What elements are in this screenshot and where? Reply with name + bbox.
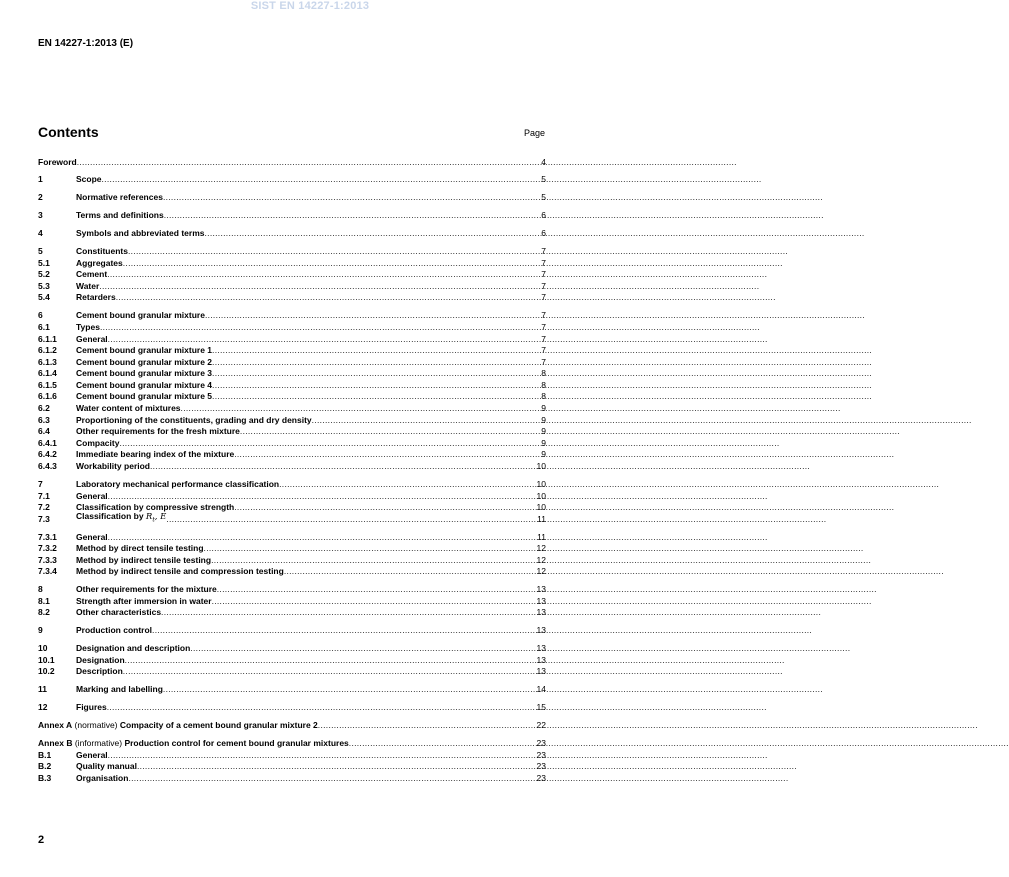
leader-dots bbox=[205, 228, 541, 238]
toc-entry-title: Water content of mixtures bbox=[76, 403, 181, 414]
toc-entry-title: Other requirements for the mixture bbox=[76, 584, 217, 595]
toc-entry-page: 7 bbox=[541, 292, 546, 303]
toc-entry-title: Method by indirect tensile and compression testing bbox=[76, 566, 284, 577]
toc-entry-page: 8 bbox=[541, 368, 546, 379]
toc-entry-page: 23 bbox=[536, 749, 546, 760]
toc-entry-page: 13 bbox=[536, 607, 546, 618]
leader-dots bbox=[212, 368, 540, 378]
leader-dots bbox=[128, 246, 540, 256]
toc-entry-number: B.3 bbox=[38, 772, 52, 783]
leader-dots bbox=[349, 738, 536, 748]
toc-entry-number: 7.3 bbox=[38, 513, 50, 524]
toc-entry-page: 4 bbox=[541, 156, 546, 167]
toc-entry[interactable] bbox=[38, 390, 546, 402]
toc-entry-page: 7 bbox=[541, 321, 546, 332]
toc-entry-title: Marking and labelling bbox=[76, 684, 163, 695]
toc-entry-title: Cement bound granular mixture bbox=[76, 310, 205, 321]
toc-entry-title: Proportioning of the constituents, grading and dry density bbox=[76, 414, 312, 425]
toc-entry-number: 9 bbox=[38, 625, 43, 636]
toc-entry-number: 6 bbox=[38, 310, 43, 321]
toc-entry[interactable] bbox=[38, 279, 546, 291]
toc-entry[interactable] bbox=[38, 332, 546, 344]
toc-entry[interactable] bbox=[38, 683, 546, 695]
toc-entry-page: 8 bbox=[541, 379, 546, 390]
leader-dots bbox=[108, 491, 536, 501]
leader-dots bbox=[116, 292, 541, 302]
toc-entry-page: 12 bbox=[536, 554, 546, 565]
toc-entry-page: 23 bbox=[536, 737, 546, 748]
toc-entry[interactable] bbox=[38, 425, 546, 437]
toc-entry[interactable] bbox=[38, 642, 546, 654]
leader-dots bbox=[137, 761, 536, 771]
toc-entry-page: 15 bbox=[536, 702, 546, 713]
toc-entry-title: Other requirements for the fresh mixture bbox=[76, 426, 240, 437]
toc-entry-title: Other characteristics bbox=[76, 607, 162, 618]
leader-dots bbox=[123, 258, 541, 268]
toc-entry[interactable] bbox=[38, 583, 546, 595]
toc-entry-page: 13 bbox=[536, 666, 546, 677]
toc-entry-number: 6.1.6 bbox=[38, 391, 57, 402]
toc-entry-page: 7 bbox=[541, 333, 546, 344]
table-of-contents bbox=[38, 155, 546, 783]
toc-entry-title: Water bbox=[76, 280, 100, 291]
toc-entry-number: 7.2 bbox=[38, 502, 50, 513]
toc-entry-number: 3 bbox=[38, 210, 43, 221]
toc-entry-number: 5.3 bbox=[38, 280, 50, 291]
leader-dots bbox=[240, 426, 540, 436]
toc-entry-page: 7 bbox=[541, 345, 546, 356]
leader-dots bbox=[190, 643, 535, 653]
toc-entry[interactable] bbox=[38, 594, 546, 606]
toc-entry-title: Foreword bbox=[38, 156, 77, 167]
toc-entry-number: 6.4.1 bbox=[38, 437, 57, 448]
leader-dots bbox=[123, 666, 536, 676]
toc-entry-title: Normative references bbox=[76, 192, 163, 203]
toc-entry-number: 6.1.2 bbox=[38, 345, 57, 356]
leader-dots bbox=[77, 157, 541, 167]
leader-dots bbox=[163, 684, 536, 694]
toc-entry-page: 12 bbox=[536, 543, 546, 554]
annex-kind: (informative) bbox=[72, 737, 125, 748]
leader-dots bbox=[119, 438, 540, 448]
toc-entry-title: Aggregates bbox=[76, 257, 123, 268]
toc-entry-number: 8 bbox=[38, 584, 43, 595]
toc-entry-number: 10.2 bbox=[38, 666, 55, 677]
toc-entry-number: 7.3.2 bbox=[38, 543, 57, 554]
leader-dots bbox=[164, 210, 541, 220]
toc-entry[interactable] bbox=[38, 401, 546, 413]
document-id: EN 14227-1:2013 (E) bbox=[38, 38, 134, 49]
leader-dots bbox=[107, 702, 536, 712]
toc-entry-title: General bbox=[76, 749, 108, 760]
toc-entry-title: Cement bound granular mixture 4 bbox=[76, 379, 213, 390]
toc-entry-page: 5 bbox=[541, 174, 546, 185]
leader-dots bbox=[212, 357, 540, 367]
toc-entry-page: 7 bbox=[541, 310, 546, 321]
toc-entry-number: 6.1.1 bbox=[38, 333, 57, 344]
toc-entry-page: 8 bbox=[541, 391, 546, 402]
toc-entry[interactable] bbox=[38, 344, 546, 356]
leader-dots bbox=[100, 322, 540, 332]
toc-entry-number: B.1 bbox=[38, 749, 52, 760]
toc-entry[interactable] bbox=[38, 665, 546, 677]
toc-entry[interactable] bbox=[38, 191, 546, 203]
toc-entry-title: Cement bound granular mixture 3 bbox=[76, 368, 213, 379]
toc-entry-number: 6.3 bbox=[38, 414, 50, 425]
leader-dots bbox=[181, 403, 541, 413]
toc-entry[interactable] bbox=[38, 448, 546, 460]
toc-entry-page: 7 bbox=[541, 280, 546, 291]
toc-entry-number: 11 bbox=[38, 684, 47, 695]
toc-entry[interactable] bbox=[38, 320, 546, 332]
toc-entry-page: 7 bbox=[541, 257, 546, 268]
toc-entry-number: 5 bbox=[38, 246, 43, 257]
toc-entry-page: 6 bbox=[541, 210, 546, 221]
toc-entry-title: Classification by $R_t$, E bbox=[76, 511, 167, 524]
toc-entry-page: 7 bbox=[541, 246, 546, 257]
toc-entry-page: 13 bbox=[536, 625, 546, 636]
toc-entry[interactable] bbox=[38, 719, 546, 731]
annex-label: Annex A bbox=[38, 720, 73, 731]
toc-entry-page: 13 bbox=[536, 584, 546, 595]
annex-title: Production control for cement bound granular mixtures bbox=[124, 737, 349, 748]
toc-entry-title: Cement bbox=[76, 269, 108, 280]
toc-entry-page: 9 bbox=[541, 449, 546, 460]
toc-entry-number: 7.1 bbox=[38, 490, 50, 501]
toc-entry-number: 6.1 bbox=[38, 321, 50, 332]
toc-entry-page: 10 bbox=[536, 502, 546, 513]
toc-entry-title: Immediate bearing index of the mixture bbox=[76, 449, 235, 460]
toc-entry-number: 4 bbox=[38, 228, 43, 239]
annex-title: Compacity of a cement bound granular mixture 2 bbox=[119, 720, 318, 731]
toc-entry-number: 6.4 bbox=[38, 426, 50, 437]
toc-entry-title: Description bbox=[76, 666, 123, 677]
leader-dots bbox=[108, 334, 541, 344]
toc-entry-number: 2 bbox=[38, 192, 43, 203]
toc-entry-title: Constituents bbox=[76, 246, 128, 257]
toc-entry[interactable] bbox=[38, 553, 546, 565]
leader-dots bbox=[107, 269, 540, 279]
toc-entry-page: 10 bbox=[536, 478, 546, 489]
toc-entry[interactable] bbox=[38, 512, 546, 524]
toc-entry-title: General bbox=[76, 333, 108, 344]
toc-entry[interactable] bbox=[38, 542, 546, 554]
toc-entry-title: Types bbox=[76, 321, 100, 332]
annex-label: Annex B bbox=[38, 737, 73, 748]
toc-entry-number: 7.3.1 bbox=[38, 531, 57, 542]
toc-entry[interactable] bbox=[38, 760, 546, 772]
watermark: SIST EN 14227-1:2013 bbox=[250, 0, 370, 12]
toc-entry[interactable] bbox=[38, 606, 546, 618]
toc-entry-title: Retarders bbox=[76, 292, 116, 303]
toc-entry-title: Method by indirect tensile testing bbox=[76, 554, 212, 565]
toc-entry[interactable] bbox=[38, 748, 546, 760]
toc-entry-number: 7.3.4 bbox=[38, 566, 57, 577]
toc-entry[interactable] bbox=[38, 227, 546, 239]
toc-entry[interactable] bbox=[38, 309, 546, 321]
math-symbol: R bbox=[145, 512, 153, 523]
toc-entry-page: 9 bbox=[541, 414, 546, 425]
toc-entry-title: Organisation bbox=[76, 772, 129, 783]
toc-entry-title: General bbox=[76, 490, 108, 501]
toc-entry-page: 9 bbox=[541, 437, 546, 448]
toc-entry[interactable] bbox=[38, 701, 546, 713]
toc-entry-page: 10 bbox=[536, 490, 546, 501]
leader-dots bbox=[163, 192, 540, 202]
toc-entry-number: 12 bbox=[38, 702, 48, 713]
toc-entry-number: 8.2 bbox=[38, 607, 50, 618]
toc-entry-page: 5 bbox=[541, 192, 546, 203]
toc-entry[interactable] bbox=[38, 367, 546, 379]
toc-entry[interactable] bbox=[38, 413, 546, 425]
leader-dots bbox=[212, 345, 540, 355]
toc-entry[interactable] bbox=[38, 378, 546, 390]
toc-entry-page: 9 bbox=[541, 403, 546, 414]
toc-entry-title: Figures bbox=[76, 702, 107, 713]
toc-entry-number: 6.1.5 bbox=[38, 379, 57, 390]
page-column-label: Page bbox=[523, 128, 545, 138]
leader-dots bbox=[166, 514, 536, 524]
toc-entry[interactable] bbox=[38, 736, 546, 748]
toc-entry-title: Classification by compressive strength bbox=[76, 502, 235, 513]
toc-entry-title: Workability period bbox=[76, 461, 150, 472]
leader-dots bbox=[284, 566, 536, 576]
toc-entry-title: Cement bound granular mixture 1 bbox=[76, 345, 213, 356]
toc-entry-title: Scope bbox=[76, 174, 102, 185]
leader-dots bbox=[234, 502, 535, 512]
toc-entry[interactable] bbox=[38, 477, 546, 489]
toc-entry-number: 10.1 bbox=[38, 654, 55, 665]
toc-entry-page: 13 bbox=[536, 654, 546, 665]
toc-entry[interactable] bbox=[38, 173, 546, 185]
toc-entry[interactable] bbox=[38, 489, 546, 501]
toc-entry-page: 11 bbox=[537, 513, 546, 524]
leader-dots bbox=[234, 449, 540, 459]
toc-entry[interactable] bbox=[38, 565, 546, 577]
leader-dots bbox=[102, 174, 541, 184]
toc-entry-title: Cement bound granular mixture 5 bbox=[76, 391, 213, 402]
toc-entry-page: 13 bbox=[536, 595, 546, 606]
toc-entry-page: 23 bbox=[536, 772, 546, 783]
leader-dots bbox=[125, 655, 536, 665]
toc-entry-number: 1 bbox=[38, 174, 43, 185]
leader-dots bbox=[108, 750, 536, 760]
leader-dots bbox=[211, 555, 535, 565]
toc-entry-page: 7 bbox=[541, 269, 546, 280]
toc-entry-page: 22 bbox=[536, 720, 546, 731]
toc-entry-number: 5.4 bbox=[38, 292, 50, 303]
leader-dots bbox=[152, 625, 536, 635]
toc-entry[interactable] bbox=[38, 436, 546, 448]
toc-entry[interactable] bbox=[38, 355, 546, 367]
toc-entry-number: 10 bbox=[38, 643, 48, 654]
leader-dots bbox=[205, 310, 540, 320]
toc-entry-number: B.2 bbox=[38, 761, 52, 772]
toc-entry-page: 12 bbox=[536, 566, 546, 577]
toc-entry-title: Laboratory mechanical performance classification bbox=[76, 478, 280, 489]
toc-entry-title bbox=[38, 738, 349, 748]
toc-entry-title: Strength after immersion in water bbox=[76, 595, 212, 606]
toc-entry[interactable] bbox=[38, 530, 546, 542]
toc-entry-number: 6.1.3 bbox=[38, 356, 57, 367]
leader-dots bbox=[161, 607, 535, 617]
toc-entry-title bbox=[38, 720, 318, 730]
toc-entry-page: 10 bbox=[536, 461, 546, 472]
toc-entry-number: 5.1 bbox=[38, 257, 50, 268]
toc-entry[interactable] bbox=[38, 155, 546, 167]
toc-entry[interactable] bbox=[38, 291, 546, 303]
toc-entry[interactable] bbox=[38, 653, 546, 665]
toc-entry-title: Quality manual bbox=[76, 761, 137, 772]
leader-dots bbox=[204, 543, 536, 553]
toc-entry-number: 6.4.3 bbox=[38, 461, 57, 472]
toc-entry-number: 6.4.2 bbox=[38, 449, 57, 460]
toc-entry-title: Cement bound granular mixture 2 bbox=[76, 356, 213, 367]
toc-entry-number: 7 bbox=[38, 478, 43, 489]
toc-entry[interactable] bbox=[38, 624, 546, 636]
toc-entry-number: 5.2 bbox=[38, 269, 50, 280]
toc-entry-title: Method by direct tensile testing bbox=[76, 543, 204, 554]
toc-entry-title: Designation bbox=[76, 654, 125, 665]
toc-entry-page: 7 bbox=[541, 356, 546, 367]
toc-entry-title: Production control bbox=[76, 625, 153, 636]
toc-entry[interactable] bbox=[38, 268, 546, 280]
leader-dots bbox=[128, 773, 535, 783]
toc-entry[interactable] bbox=[38, 771, 546, 783]
toc-entry-page: 23 bbox=[536, 761, 546, 772]
leader-dots bbox=[212, 380, 540, 390]
page-number: 2 bbox=[38, 834, 45, 846]
toc-entry-number: 6.2 bbox=[38, 403, 50, 414]
toc-entry-page: 6 bbox=[541, 228, 546, 239]
toc-entry-page: 14 bbox=[536, 684, 546, 695]
toc-entry-number: 6.1.4 bbox=[38, 368, 57, 379]
toc-entry-title: Designation and description bbox=[76, 643, 191, 654]
toc-entry[interactable] bbox=[38, 209, 546, 221]
toc-entry[interactable] bbox=[38, 244, 546, 256]
leader-dots bbox=[150, 461, 536, 471]
toc-entry-page: 11 bbox=[537, 531, 546, 542]
contents-title: Contents bbox=[38, 124, 99, 140]
toc-entry-number: 8.1 bbox=[38, 595, 50, 606]
toc-entry-title: Compacity bbox=[76, 437, 120, 448]
toc-entry[interactable] bbox=[38, 256, 546, 268]
leader-dots bbox=[212, 596, 536, 606]
annex-kind: (normative) bbox=[72, 720, 120, 731]
toc-entry-number: 7.3.3 bbox=[38, 554, 57, 565]
toc-entry-title: Symbols and abbreviated terms bbox=[76, 228, 205, 239]
leader-dots bbox=[99, 281, 540, 291]
leader-dots bbox=[279, 479, 535, 489]
toc-entry[interactable] bbox=[38, 459, 546, 471]
toc-entry-title: Terms and definitions bbox=[76, 210, 164, 221]
toc-entry-title: General bbox=[76, 531, 108, 542]
leader-dots bbox=[312, 415, 541, 425]
leader-dots bbox=[108, 532, 537, 542]
toc-entry-page: 9 bbox=[541, 426, 546, 437]
leader-dots bbox=[212, 391, 540, 401]
toc-entry-page: 13 bbox=[536, 643, 546, 654]
leader-dots bbox=[318, 720, 536, 730]
leader-dots bbox=[217, 584, 536, 594]
